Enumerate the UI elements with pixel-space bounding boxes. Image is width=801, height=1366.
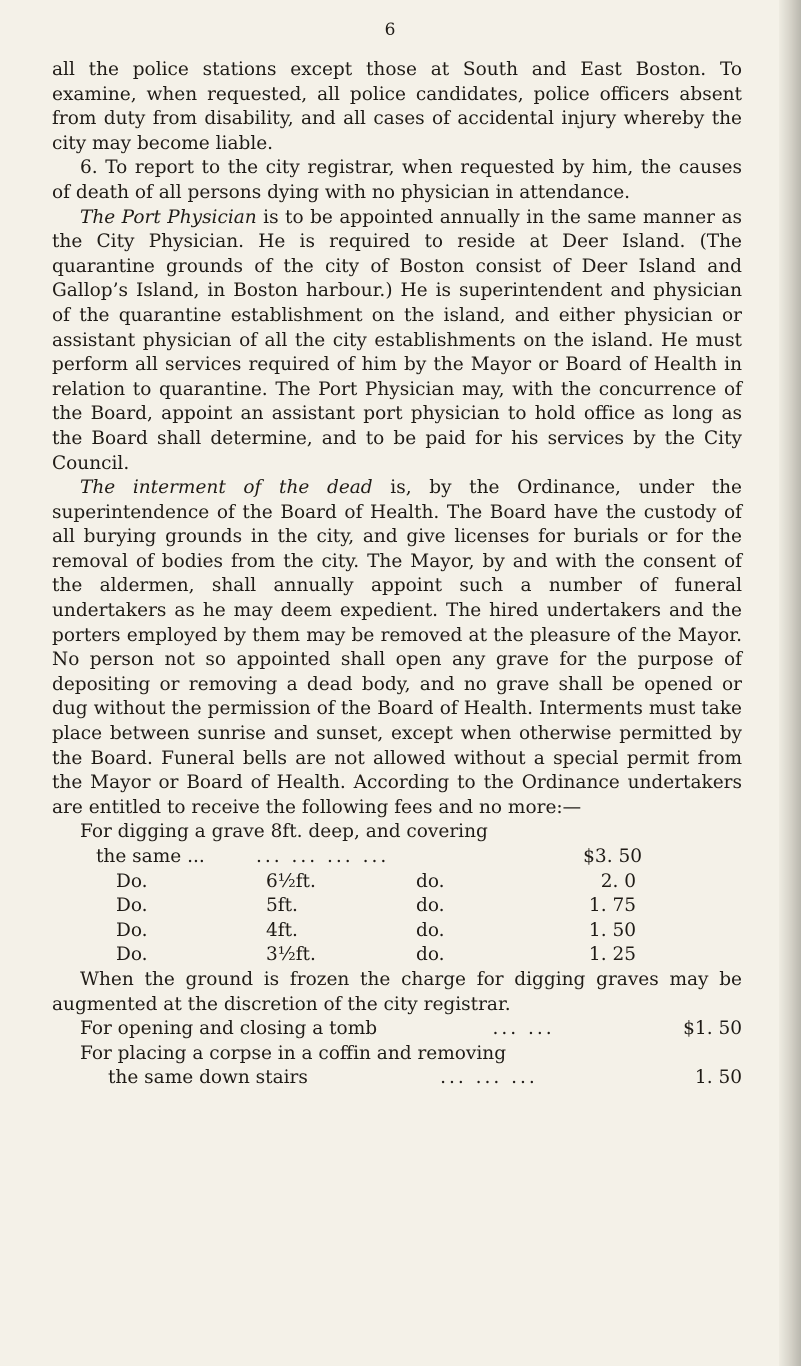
tomb-fee-amount: $1. 50 <box>683 1018 742 1040</box>
fee-row <box>52 943 742 968</box>
fee-ditto: do. <box>416 870 445 892</box>
coffin-fee-label: For placing a corpse in a coffin and removing <box>80 1042 507 1064</box>
fee-ditto: do. <box>416 919 445 941</box>
fee-size: 5ft. <box>266 895 298 917</box>
fee-size: 6½ft. <box>266 870 316 892</box>
coffin-fee-continuation: the same down stairs <box>108 1067 308 1089</box>
fee-amount: 1. 25 <box>588 944 636 966</box>
fee-label: Do. <box>116 870 148 892</box>
tomb-fee-row <box>52 1017 742 1042</box>
coffin-fee-amount: 1. 50 <box>694 1067 742 1089</box>
fee-amount: $3. 50 <box>583 846 642 867</box>
fee-table <box>52 820 742 968</box>
fee-leaders: ... ... ... ... <box>256 846 390 867</box>
port-physician-text: is to be appointed annually in the same manner as the City Physician. He is required to reside at Deer Island. (The quarantine grounds of the city of Boston consist of Deer Island and Gallop’s Island, in Boston harbour.) He is superintendent and physician of the quarantine establishment on the island, and either physician or assistant physician of all the city establishments on the island. He must perform all services required of him by the Mayor or Board of Health in relation to quarantine. The Port Physician may, with the concurrence of the Board, appoint an assistant port physician to hold office as long as the Board shall determine, and to be paid for his services by the City Council. <box>52 206 742 474</box>
fee-row <box>52 919 742 944</box>
paragraph-port-physician <box>52 206 742 477</box>
tomb-fee-leaders: ... ... <box>492 1018 555 1040</box>
fee-row <box>52 845 742 870</box>
fee-label: Do. <box>116 919 148 941</box>
body-text <box>52 58 742 1091</box>
coffin-fee-leaders: ... ... ... <box>440 1067 538 1089</box>
coffin-fee-heading-row <box>52 1042 742 1067</box>
fee-size: 4ft. <box>266 919 298 941</box>
paragraph-police: all the police stations except those at South and East Boston. To examine, when requested, all police candidates, police officers absent from duty from disability, and all cases of accidental injury whereby the city may become liable. <box>52 59 742 154</box>
page-edge-shadow <box>779 0 801 1366</box>
paragraph-interment <box>52 476 742 820</box>
fee-heading: For digging a grave 8ft. deep, and covering <box>80 821 488 843</box>
coffin-fee-row <box>52 1066 742 1091</box>
fee-label: the same ... <box>96 846 205 867</box>
heading-interment: The interment of the dead <box>80 477 373 499</box>
fee-row <box>52 870 742 895</box>
fee-amount: 1. 75 <box>588 895 636 917</box>
fee-amount: 2. 0 <box>600 870 636 892</box>
fee-row <box>52 894 742 919</box>
paragraph-registrar: 6. To report to the city registrar, when requested by him, the causes of death of all persons dying with no physician in attendance. <box>52 157 742 203</box>
page-number: 6 <box>384 20 396 40</box>
fee-ditto: do. <box>416 944 445 966</box>
interment-text: is, by the Ordinance, under the superintendence of the Board of Health. The Board have the custody of all burying grounds in the city, and give licenses for burials or for the removal of bodies from the city. The Mayor, by and with the consent of the aldermen, shall annually appoint such a number of funeral undertakers as he may deem expedient. The hired undertakers and the porters employed by them may be removed at the pleasure of the Mayor. No person not so appointed shall open any grave for the purpose of depositing or removing a dead body, and no grave shall be opened or dug without the permission of the Board of Health. Interments must take place between sunrise and sunset, except when otherwise permitted by the Board. Funeral bells are not allowed without a special permit from the Mayor or Board of Health. According to the Ordinance undertakers are entitled to receive the following fees and no more:— <box>52 477 742 818</box>
heading-port-physician: The Port Physician <box>80 206 257 228</box>
fee-label: Do. <box>116 895 148 917</box>
fee-size: 3½ft. <box>266 944 316 966</box>
fee-amount: 1. 50 <box>588 919 636 941</box>
paragraph-frozen-ground: When the ground is frozen the charge for digging graves may be augmented at the discretion of the city registrar. <box>52 968 742 1015</box>
fee-label: Do. <box>116 944 148 966</box>
fee-ditto: do. <box>416 895 445 917</box>
tomb-fee-label: For opening and closing a tomb <box>80 1018 378 1040</box>
